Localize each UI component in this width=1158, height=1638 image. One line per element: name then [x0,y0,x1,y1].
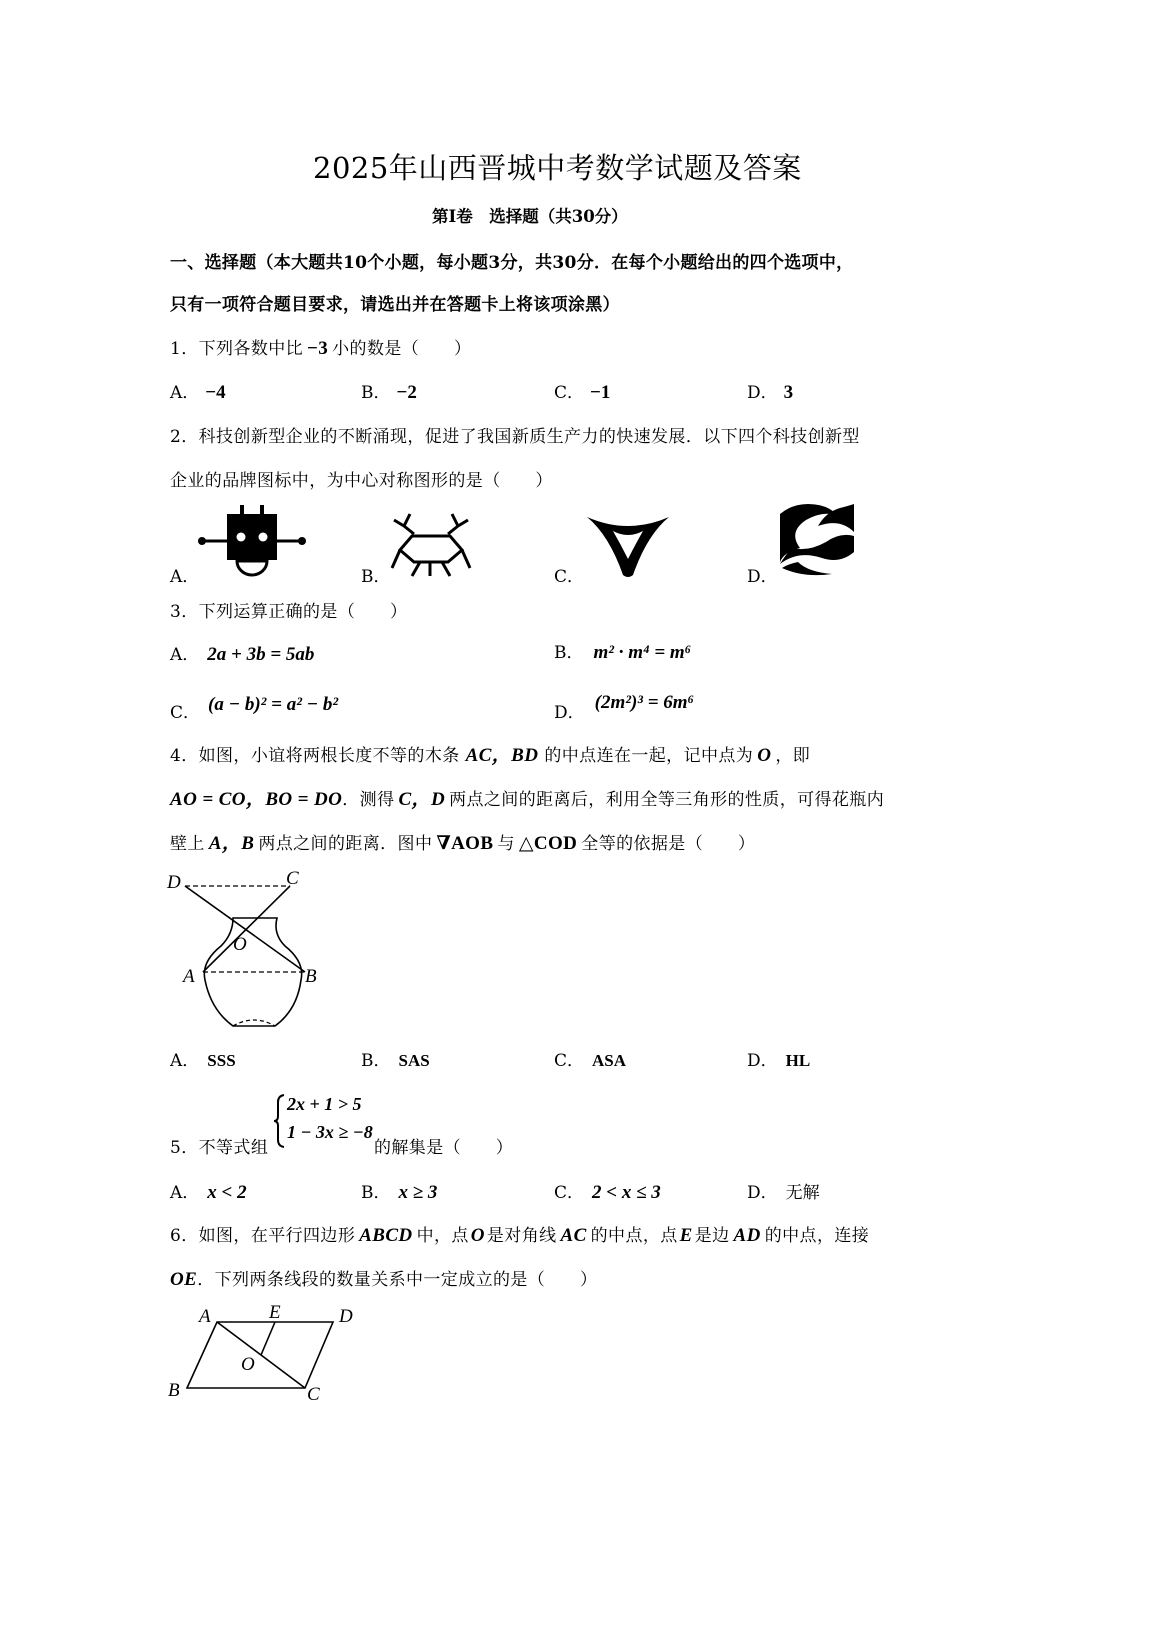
vase-label-o: O [233,934,247,955]
q4-option-a[interactable]: A． SSS [170,1051,236,1071]
question-1-stem: 1．下列各数中比 −3 小的数是（ ） [170,338,472,359]
q1-option-a[interactable]: A． −4 [170,382,226,403]
q5-option-c[interactable]: C． 2 < x ≤ 3 [554,1182,661,1203]
section-subtitle: 第Ⅰ卷 选择题（共30分） [432,207,628,226]
question-6-line1: 6．如图，在平行四边形 ABCD 中，点 O 是对角线 AC 的中点，点 E 是边 AD 的中点，连接 [170,1225,870,1246]
vase-label-a: A [183,966,195,987]
q4-option-d[interactable]: D． HL [747,1051,811,1071]
q5-inequality-1: 2x + 1 > 5 [287,1094,362,1114]
section-instructions-line2: 只有一项符合题目要求，请选出并在答题卡上将该项涂黑） [170,295,620,315]
q4-option-b[interactable]: B． SAS [361,1051,430,1071]
system-brace [273,1094,285,1148]
parallelogram-diagram [165,1300,365,1405]
para-label-o: O [241,1354,255,1375]
q5-option-d[interactable]: D． 无解 [747,1183,820,1203]
triangle-arc-logo-icon [585,513,671,579]
q1-option-c[interactable]: C． −1 [554,382,611,403]
vase-label-d: D [167,872,181,893]
q5-option-a[interactable]: A． x < 2 [170,1182,247,1203]
q5-inequality-2: 1 − 3x ≥ −8 [287,1122,373,1142]
q2-option-d-label[interactable]: D． [747,567,778,587]
q3-option-b[interactable]: B． m² · m⁴ = m⁶ [554,642,692,663]
q3-option-c[interactable]: C． (a − b)² = a² − b² [170,694,339,723]
para-label-a: A [199,1306,211,1327]
question-2-line1: 2．科技创新型企业的不断涌现，促进了我国新质生产力的快速发展．以下四个科技创新型 [170,427,860,447]
question-4-line1: 4．如图，小谊将两根长度不等的木条 AC，BD 的中点连在一起，记中点为 O ，即 [170,745,811,766]
para-label-c: C [307,1384,320,1405]
q1-option-b[interactable]: B． −2 [361,382,417,403]
q2-option-b-label[interactable]: B． [361,567,391,587]
page-title: 2025年山西晋城中考数学试题及答案 [313,151,802,185]
q4-option-c[interactable]: C． ASA [554,1051,627,1071]
crab-logo-icon [390,510,472,578]
robot-logo-icon [196,505,308,577]
q2-option-c-label[interactable]: C． [554,567,585,587]
vase-label-c: C [286,868,299,889]
question-4-line3: 壁上 A，B 两点之间的距离．图中 ∇AOB 与 △COD 全等的依据是（ ） [170,833,756,854]
swirl-logo-icon [778,502,856,576]
question-5-pre: 5．不等式组 [170,1138,269,1158]
q3-option-d[interactable]: D． (2m²)³ = 6m⁶ [554,692,695,723]
para-label-b: B [168,1380,180,1401]
question-2-line2: 企业的品牌图标中，为中心对称图形的是（ ） [170,471,553,491]
q2-option-a-label[interactable]: A． [170,567,200,587]
para-label-d: D [339,1306,353,1327]
section-instructions-line1: 一、选择题（本大题共10个小题，每小题3分，共30分．在每个小题给出的四个选项中， [170,253,854,273]
question-5-post: 的解集是（ ） [374,1138,514,1158]
q3-option-a[interactable]: A． 2a + 3b = 5ab [170,644,315,665]
vase-diagram [165,864,335,1032]
vase-label-b: B [305,966,317,987]
question-6-line2: OE．下列两条线段的数量关系中一定成立的是（ ） [170,1269,598,1290]
question-3-stem: 3．下列运算正确的是（ ） [170,602,408,622]
q5-option-b[interactable]: B． x ≥ 3 [361,1182,438,1203]
question-4-line2: AO = CO，BO = DO．测得 C，D 两点之间的距离后，利用全等三角形的性质，可得花瓶内 [170,789,885,810]
q1-option-d[interactable]: D． 3 [747,382,794,403]
para-label-e: E [269,1302,281,1323]
